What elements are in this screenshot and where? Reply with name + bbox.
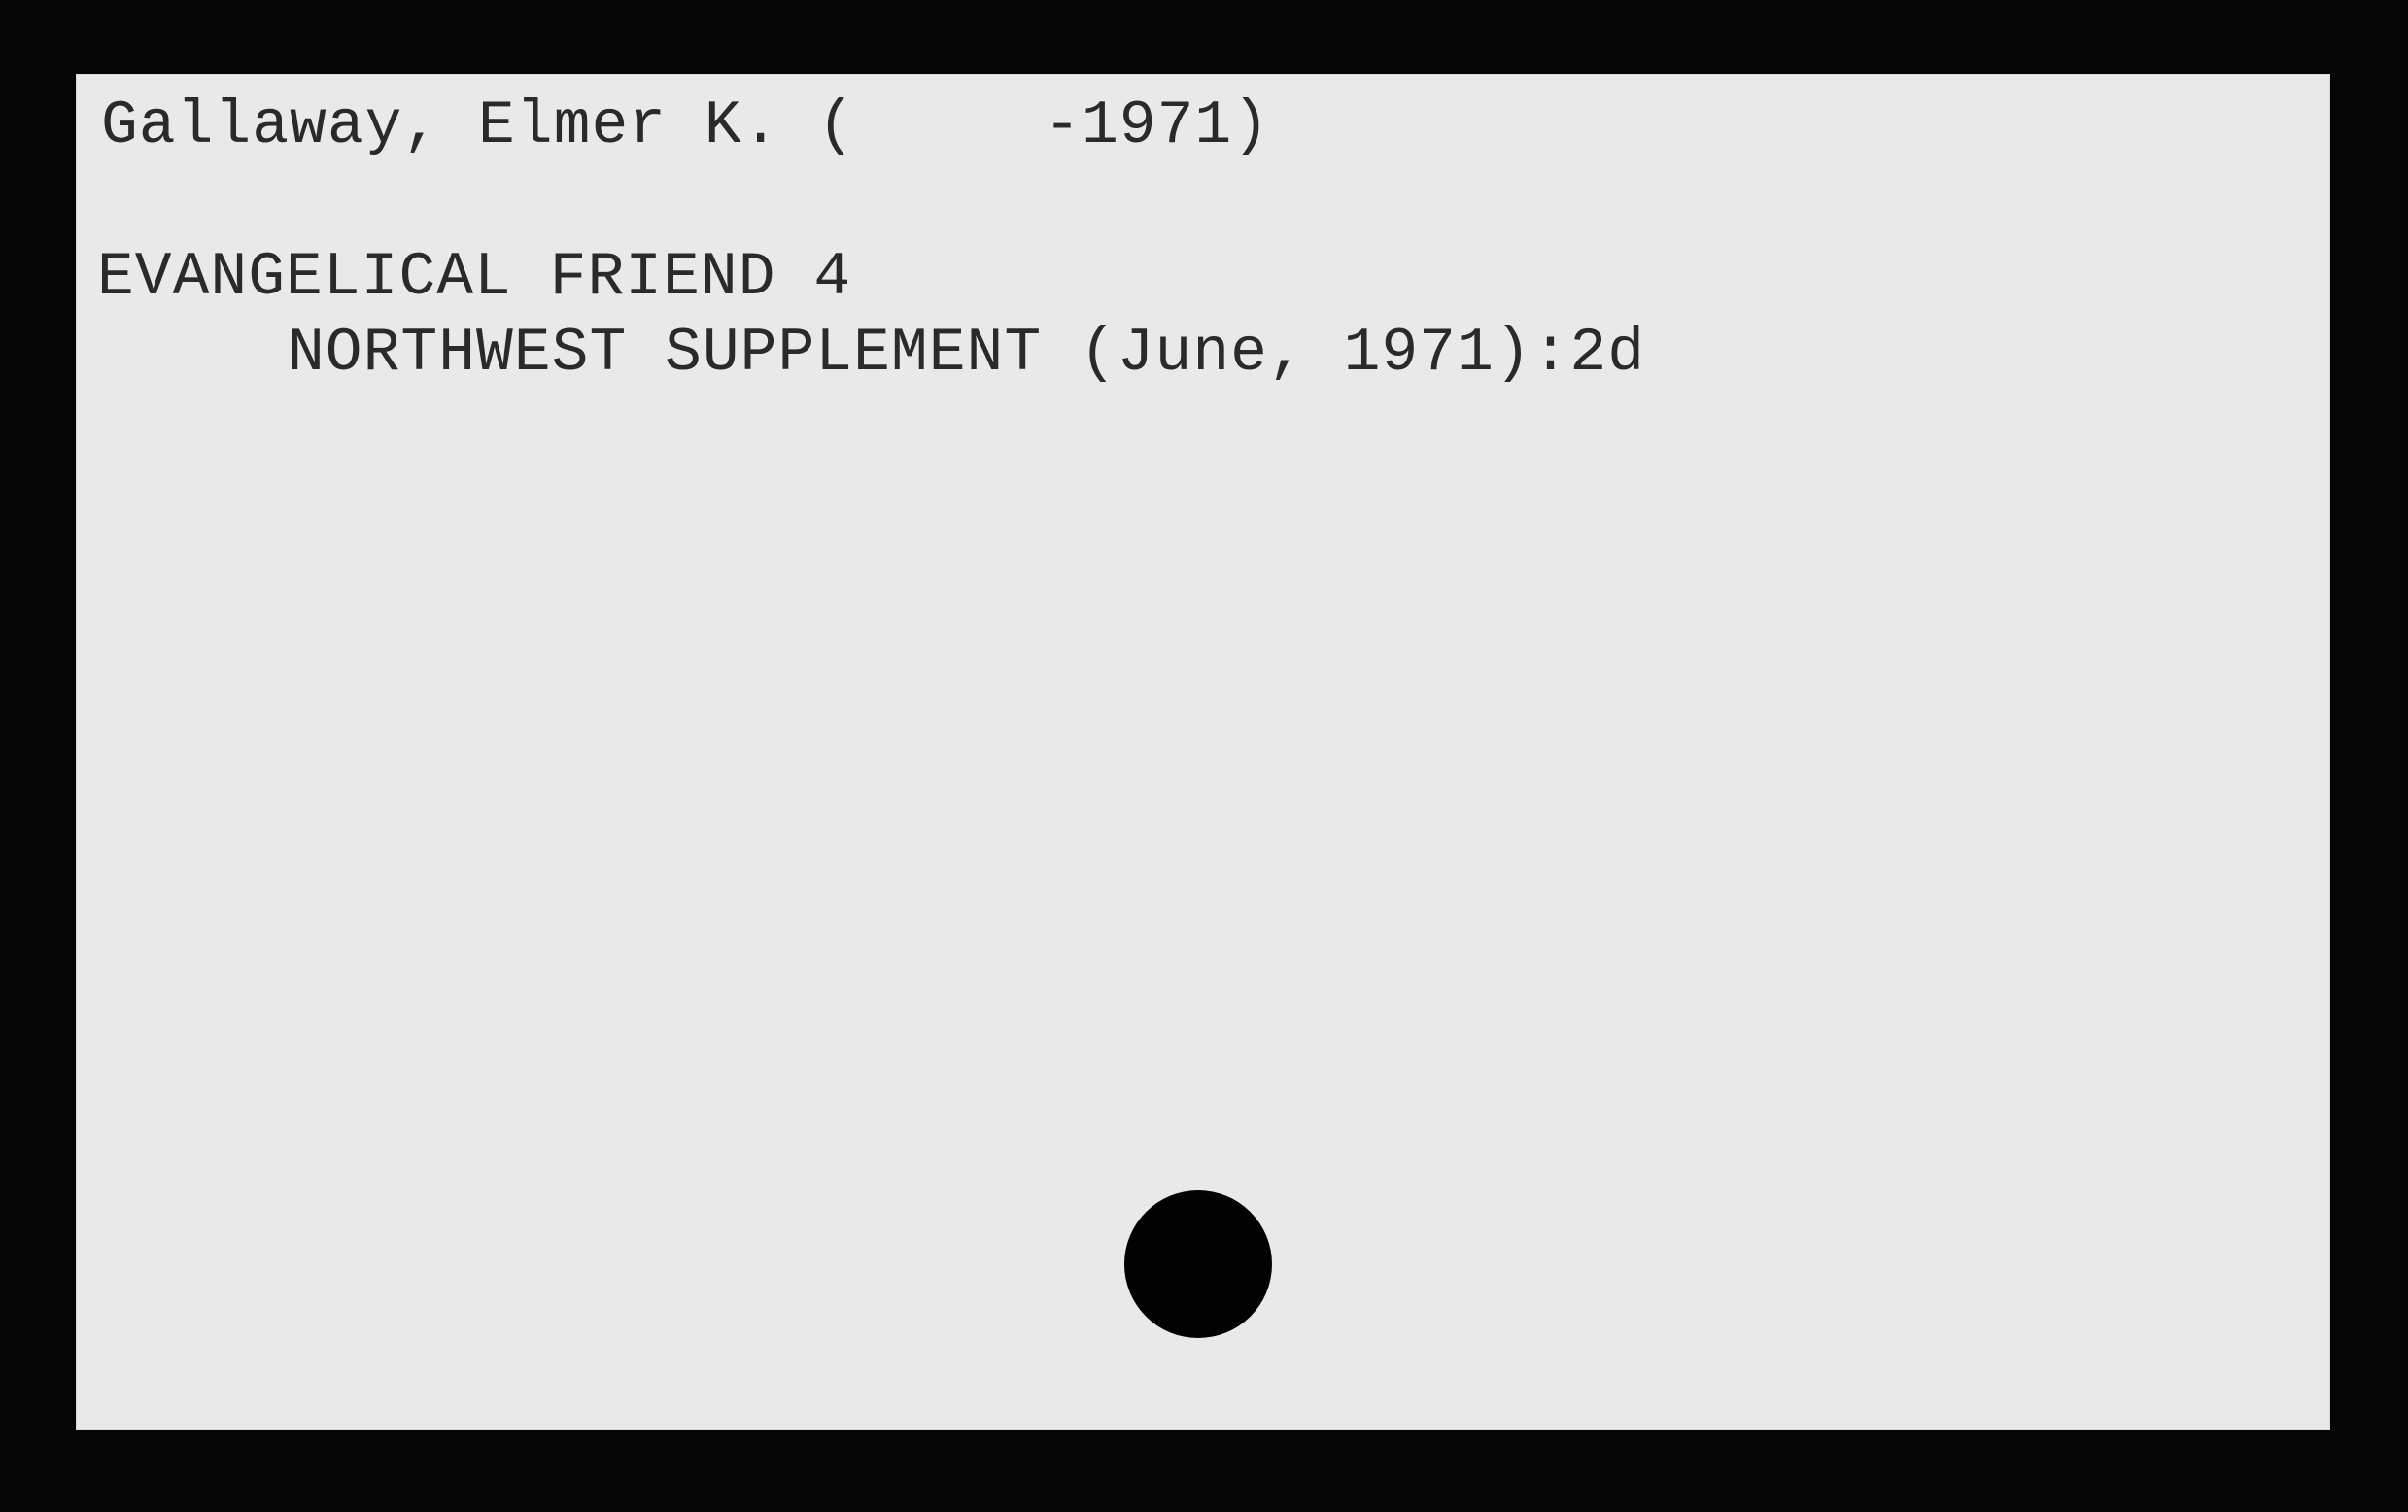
source-citation: NORTHWEST SUPPLEMENT (June, 1971):2d <box>288 319 1646 388</box>
punch-hole <box>1124 1190 1272 1338</box>
catalog-card <box>76 74 2330 1430</box>
source-title: EVANGELICAL FRIEND 4 <box>97 243 852 312</box>
card-heading: Gallaway, Elmer K. ( -1971) <box>101 91 1270 160</box>
